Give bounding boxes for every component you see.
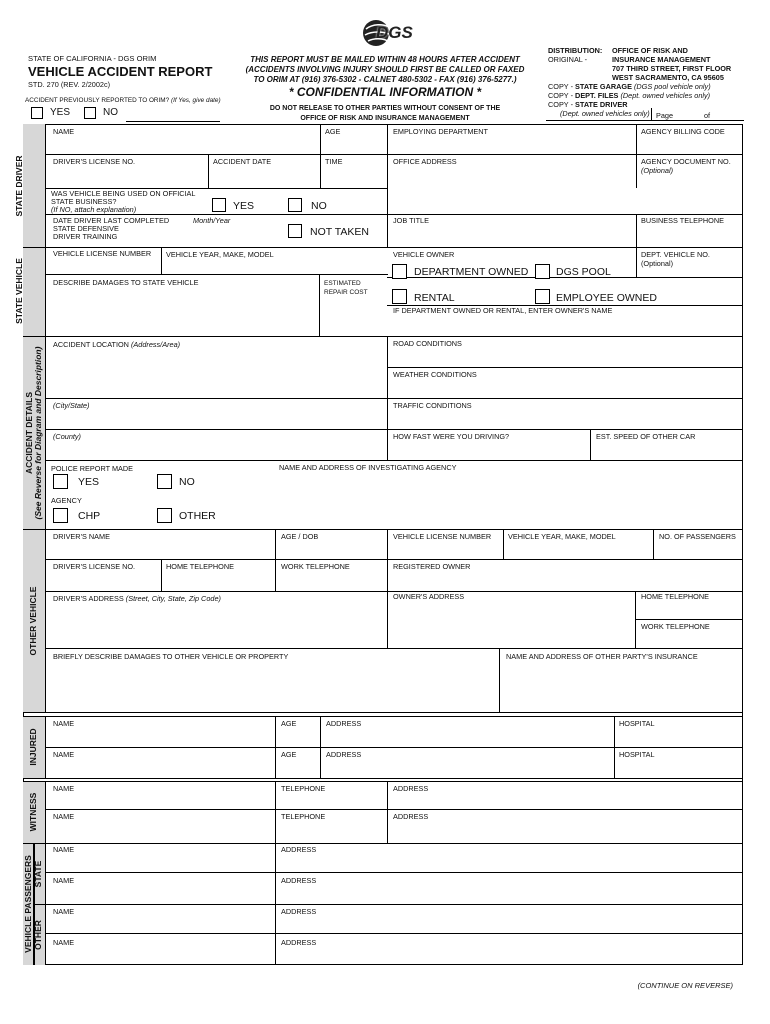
state-vehicle-label: STATE VEHICLE [14, 258, 24, 324]
reported-no-label: NO [103, 107, 118, 118]
official-business-q1: WAS VEHICLE BEING USED ON OFFICIAL [51, 189, 196, 198]
state-driver-label: STATE DRIVER [14, 155, 24, 217]
estimated-cost-label-1: ESTIMATED [324, 280, 361, 287]
accident-details-subtitle: (See Reverse for Diagram and Description) [33, 346, 43, 520]
other-ymm-label: VEHICLE YEAR, MAKE, MODEL [508, 532, 616, 541]
dept-owned-checkbox[interactable] [392, 264, 407, 279]
job-title-label: JOB TITLE [393, 216, 429, 225]
official-business-q2: STATE BUSINESS? [51, 197, 117, 206]
agency-label: AGENCY [51, 496, 82, 505]
other-license-number-label: VEHICLE LICENSE NUMBER [393, 532, 492, 541]
injured-2-name: NAME [53, 750, 75, 759]
passenger-2-name: NAME [53, 876, 75, 885]
training-label-2: STATE DEFENSIVE [53, 224, 119, 233]
injured-2-age: AGE [281, 750, 297, 759]
other-home-phone-label: HOME TELEPHONE [166, 562, 234, 571]
vehicle-license-label: VEHICLE LICENSE NUMBER [53, 249, 152, 258]
notice-line-2: (ACCIDENTS INVOLVING INJURY SHOULD FIRST BE CALLED OR FAXED [245, 65, 525, 74]
other-driver-license-label: DRIVER'S LICENSE NO. [53, 562, 136, 571]
city-state-label: (City/State) [53, 401, 90, 410]
not-taken-checkbox[interactable] [288, 224, 302, 238]
other-vehicle-label: OTHER VEHICLE [28, 586, 38, 656]
other-age-dob-label: AGE / DOB [281, 532, 319, 541]
training-label-1: DATE DRIVER LAST COMPLETED [53, 216, 170, 225]
witness-1-telephone: TELEPHONE [281, 784, 326, 793]
training-label-3: DRIVER TRAINING [53, 232, 118, 241]
traffic-conditions-label: TRAFFIC CONDITIONS [393, 401, 472, 410]
police-report-label: POLICE REPORT MADE [51, 464, 134, 473]
police-yes-label: YES [78, 476, 100, 488]
business-phone-label: BUSINESS TELEPHONE [641, 216, 724, 225]
original-label: ORIGINAL - [548, 55, 588, 64]
of-label: of [704, 111, 711, 120]
accident-details-title: ACCIDENT DETAILS [24, 392, 34, 475]
accident-date-label: ACCIDENT DATE [213, 157, 272, 166]
agency-billing-label: AGENCY BILLING CODE [641, 127, 725, 136]
other-driver-name-label: DRIVER'S NAME [53, 532, 110, 541]
employee-owned-checkbox[interactable] [535, 289, 550, 304]
official-yes-label: YES [233, 200, 255, 212]
passengers-other-label: OTHER [33, 920, 43, 950]
other-work-phone-label: WORK TELEPHONE [281, 562, 350, 571]
witness-2-name: NAME [53, 812, 75, 821]
driver-name-label: NAME [53, 127, 75, 136]
agency-line: STATE OF CALIFORNIA - DGS ORIM [28, 54, 157, 63]
copy-3-text: STATE DRIVER [575, 100, 628, 109]
passenger-3-address: ADDRESS [281, 907, 317, 916]
page-label: Page [656, 111, 674, 120]
notice-text [225, 55, 545, 85]
passenger-2-address: ADDRESS [281, 876, 317, 885]
office-line-3: 707 THIRD STREET, FIRST FLOOR [612, 64, 732, 73]
official-yes-checkbox[interactable] [212, 198, 226, 212]
injured-2-hospital: HOSPITAL [619, 750, 655, 759]
copy-3-label: COPY - [548, 100, 574, 109]
passengers-label: VEHICLE PASSENGERS [23, 855, 33, 953]
passenger-3-name: NAME [53, 907, 75, 916]
training-month-year: Month/Year [193, 216, 231, 225]
driver-age-label: AGE [325, 127, 341, 136]
dept-vehicle-no-label: DEPT. VEHICLE NO. [641, 250, 710, 259]
reported-question [25, 97, 221, 104]
injured-2-address: ADDRESS [326, 750, 362, 759]
other-agency-checkbox[interactable] [157, 508, 172, 523]
other-insurance-label: NAME AND ADDRESS OF OTHER PARTY'S INSURANCE [506, 652, 698, 661]
copy-1-text: STATE GARAGE [575, 82, 632, 91]
other-agency-label: OTHER [179, 510, 216, 522]
agency-doc-optional: (Optional) [641, 166, 674, 175]
owner-home-phone-label: HOME TELEPHONE [641, 592, 709, 601]
agency-doc-label: AGENCY DOCUMENT NO. [641, 157, 731, 166]
dept-owned-label: DEPARTMENT OWNED [414, 266, 529, 278]
passengers-state-label: STATE [33, 860, 43, 888]
rental-checkbox[interactable] [392, 289, 407, 304]
reported-q-text: ACCIDENT PREVIOUSLY REPORTED TO ORIM? [25, 97, 170, 104]
injured-label: INJURED [28, 728, 38, 766]
rental-label: RENTAL [414, 292, 455, 304]
form-title: VEHICLE ACCIDENT REPORT [28, 64, 213, 79]
dgs-pool-checkbox[interactable] [535, 264, 550, 279]
passenger-1-address: ADDRESS [281, 845, 317, 854]
driver-license-label: DRIVER'S LICENSE NO. [53, 157, 136, 166]
reported-no-checkbox[interactable] [84, 107, 96, 119]
vehicle-ymm-label: VEHICLE YEAR, MAKE, MODEL [166, 250, 274, 259]
owner-address-label: OWNER'S ADDRESS [393, 592, 465, 601]
copy-1-label: COPY - [548, 82, 574, 91]
state-damages-label: DESCRIBE DAMAGES TO STATE VEHICLE [53, 278, 199, 287]
owner-name-note: IF DEPARTMENT OWNED OR RENTAL, ENTER OWNER'S NAME [393, 306, 613, 315]
notice-line-1: THIS REPORT MUST BE MAILED WITHIN 48 HOURS AFTER ACCIDENT [250, 55, 520, 64]
how-fast-label: HOW FAST WERE YOU DRIVING? [393, 432, 510, 441]
header-right-rule [546, 120, 744, 121]
injured-1-age: AGE [281, 719, 297, 728]
employing-dept-label: EMPLOYING DEPARTMENT [393, 127, 489, 136]
confidential-banner: * CONFIDENTIAL INFORMATION * [288, 85, 482, 99]
form-number: STD. 270 (REV. 2/2002c) [28, 80, 111, 89]
witness-label: WITNESS [28, 792, 38, 832]
release-line-1: DO NOT RELEASE TO OTHER PARTIES WITHOUT CONSENT OF THE [269, 105, 501, 112]
witness-2-telephone: TELEPHONE [281, 812, 326, 821]
passenger-4-name: NAME [53, 938, 75, 947]
passenger-4-address: ADDRESS [281, 938, 317, 947]
accident-location-label: ACCIDENT LOCATION (Address/Area) [53, 340, 181, 349]
police-no-label: NO [179, 476, 195, 488]
county-label: (County) [53, 432, 81, 441]
passenger-1-name: NAME [53, 845, 75, 854]
estimated-cost-label-2: REPAIR COST [324, 289, 368, 296]
road-conditions-label: ROAD CONDITIONS [393, 339, 462, 348]
witness-1-address: ADDRESS [393, 784, 429, 793]
reported-yes-checkbox[interactable] [31, 107, 43, 119]
logo-text: DGS [376, 23, 413, 42]
chp-label: CHP [78, 510, 101, 522]
witness-1-name: NAME [53, 784, 75, 793]
notice-line-3: TO ORIM AT (916) 376-5302 - CALNET 480-5302 - FAX (916) 376-5277.) [253, 75, 517, 84]
police-no-checkbox[interactable] [157, 474, 172, 489]
copy-2-hint: (Dept. owned vehicles only) [620, 91, 711, 100]
est-speed-label: EST. SPEED OF OTHER CAR [596, 432, 696, 441]
witness-2-address: ADDRESS [393, 812, 429, 821]
dist-label: DISTRIBUTION: [548, 46, 603, 55]
investigating-agency-label: NAME AND ADDRESS OF INVESTIGATING AGENCY [279, 463, 457, 472]
employee-owned-label: EMPLOYEE OWNED [556, 292, 657, 304]
copy-2-label: COPY - [548, 91, 574, 100]
continue-on-reverse: (CONTINUE ON REVERSE) [637, 981, 733, 990]
other-passengers-label: NO. OF PASSENGERS [659, 532, 736, 541]
official-no-checkbox[interactable] [288, 198, 302, 212]
copy-2-text: DEPT. FILES [575, 91, 619, 100]
reported-date-line[interactable] [126, 121, 220, 122]
dgs-pool-label: DGS POOL [556, 266, 611, 278]
injured-1-name: NAME [53, 719, 75, 728]
dept-vehicle-optional: (Optional) [641, 259, 674, 268]
weather-conditions-label: WEATHER CONDITIONS [393, 370, 477, 379]
reported-q-hint: (If Yes, give date) [170, 97, 221, 104]
copy-3-hint: (Dept. owned vehicles only) [560, 109, 650, 118]
other-damages-label: BRIEFLY DESCRIBE DAMAGES TO OTHER VEHICLE OR PROPERTY [53, 652, 289, 661]
other-driver-address-label: DRIVER'S ADDRESS (Street, City, State, Zip Code) [53, 594, 221, 603]
injured-1-address: ADDRESS [326, 719, 362, 728]
owner-work-phone-label: WORK TELEPHONE [641, 622, 710, 631]
accident-details-label [25, 343, 45, 523]
office-line-1: OFFICE OF RISK AND [612, 46, 688, 55]
release-line-2: OFFICE OF RISK AND INSURANCE MANAGEMENT [300, 115, 470, 122]
not-taken-label: NOT TAKEN [310, 226, 369, 238]
injured-1-hospital: HOSPITAL [619, 719, 655, 728]
release-notice [225, 104, 545, 124]
office-line-2: INSURANCE MANAGEMENT [612, 55, 711, 64]
copy-1-hint: (DGS pool vehicle only) [633, 82, 711, 91]
police-yes-checkbox[interactable] [53, 474, 68, 489]
chp-checkbox[interactable] [53, 508, 68, 523]
accident-time-label: TIME [325, 157, 343, 166]
registered-owner-label: REGISTERED OWNER [393, 562, 471, 571]
office-address-label: OFFICE ADDRESS [393, 157, 457, 166]
reported-yes-label: YES [50, 107, 71, 118]
vehicle-owner-label: VEHICLE OWNER [393, 250, 455, 259]
dgs-logo [362, 18, 412, 48]
official-business-hint: (If NO, attach explanation) [51, 205, 137, 214]
office-line-4: WEST SACRAMENTO, CA 95605 [612, 73, 724, 82]
official-no-label: NO [311, 200, 327, 212]
